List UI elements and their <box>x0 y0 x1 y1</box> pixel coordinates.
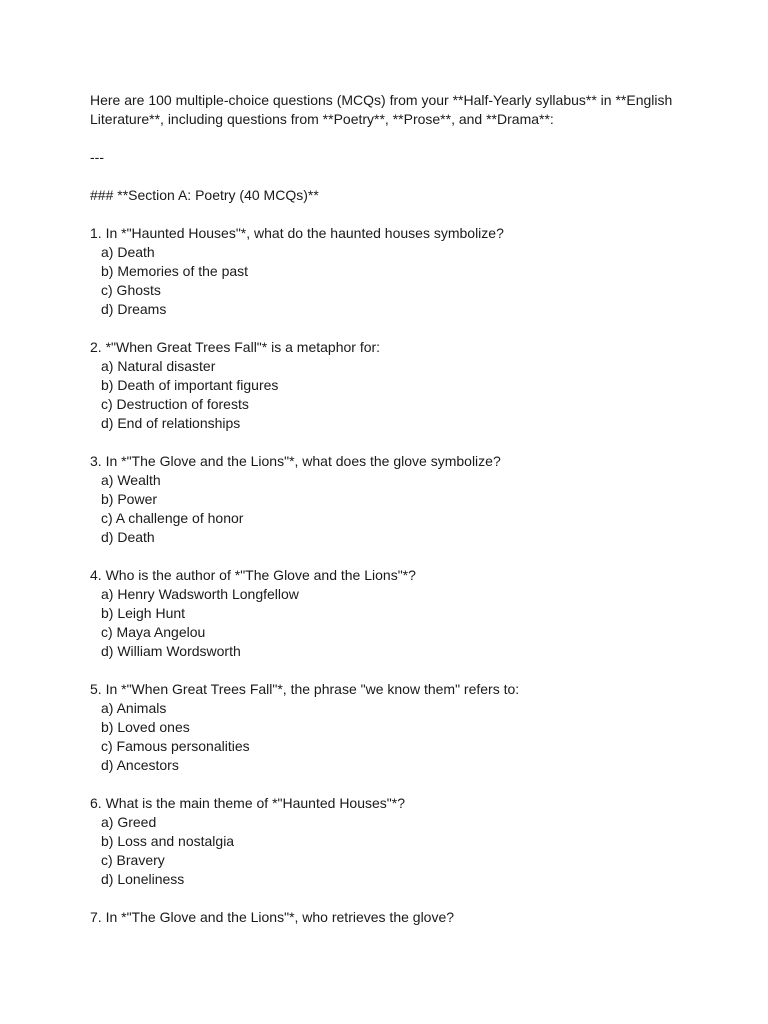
answer-option: a) Animals <box>101 700 167 716</box>
answer-option: c) A challenge of honor <box>101 510 244 526</box>
answer-option: d) End of relationships <box>101 415 241 431</box>
question-block <box>90 794 690 889</box>
question-block <box>90 224 690 319</box>
answer-option: c) Destruction of forests <box>101 396 249 412</box>
answer-option: b) Loved ones <box>101 719 190 735</box>
intro-line: Literature**, including questions from **Poetry**, **Prose**, and **Drama**: <box>90 111 554 127</box>
question-list <box>90 224 690 927</box>
answer-option: c) Bravery <box>101 852 165 868</box>
answer-option: c) Famous personalities <box>101 738 250 754</box>
answer-option: a) Natural disaster <box>101 358 216 374</box>
question-text: 4. Who is the author of *"The Glove and the Lions"*? <box>90 567 416 583</box>
separator: --- <box>90 149 104 165</box>
intro-paragraph <box>90 91 690 129</box>
question-block <box>90 566 690 661</box>
question-text: 1. In *"Haunted Houses"*, what do the haunted houses symbolize? <box>90 225 504 241</box>
question-block <box>90 680 690 775</box>
answer-option: c) Ghosts <box>101 282 161 298</box>
answer-option: b) Death of important figures <box>101 377 279 393</box>
answer-option: c) Maya Angelou <box>101 624 206 640</box>
answer-option: a) Greed <box>101 814 157 830</box>
answer-option: d) William Wordsworth <box>101 643 241 659</box>
document-page <box>90 91 690 927</box>
answer-option: d) Loneliness <box>101 871 185 887</box>
answer-option: d) Ancestors <box>101 757 179 773</box>
answer-option: b) Leigh Hunt <box>101 605 186 621</box>
question-text: 7. In *"The Glove and the Lions"*, who retrieves the glove? <box>90 909 455 925</box>
answer-option: b) Power <box>101 491 158 507</box>
question-text: 2. *"When Great Trees Fall"* is a metaphor for: <box>90 339 381 355</box>
answer-option: b) Loss and nostalgia <box>101 833 235 849</box>
answer-option: a) Henry Wadsworth Longfellow <box>101 586 299 602</box>
question-text: 5. In *"When Great Trees Fall"*, the phrase "we know them" refers to: <box>90 681 520 697</box>
question-block <box>90 908 690 927</box>
answer-option: b) Memories of the past <box>101 263 249 279</box>
intro-line: Here are 100 multiple-choice questions (MCQs) from your **Half-Yearly syllabus** in **English <box>90 92 673 108</box>
section-heading: ### **Section A: Poetry (40 MCQs)** <box>90 187 319 203</box>
answer-option: a) Death <box>101 244 155 260</box>
answer-option: a) Wealth <box>101 472 161 488</box>
question-block <box>90 452 690 547</box>
question-text: 6. What is the main theme of *"Haunted Houses"*? <box>90 795 405 811</box>
question-text: 3. In *"The Glove and the Lions"*, what does the glove symbolize? <box>90 453 501 469</box>
answer-option: d) Dreams <box>101 301 167 317</box>
question-block <box>90 338 690 433</box>
answer-option: d) Death <box>101 529 155 545</box>
